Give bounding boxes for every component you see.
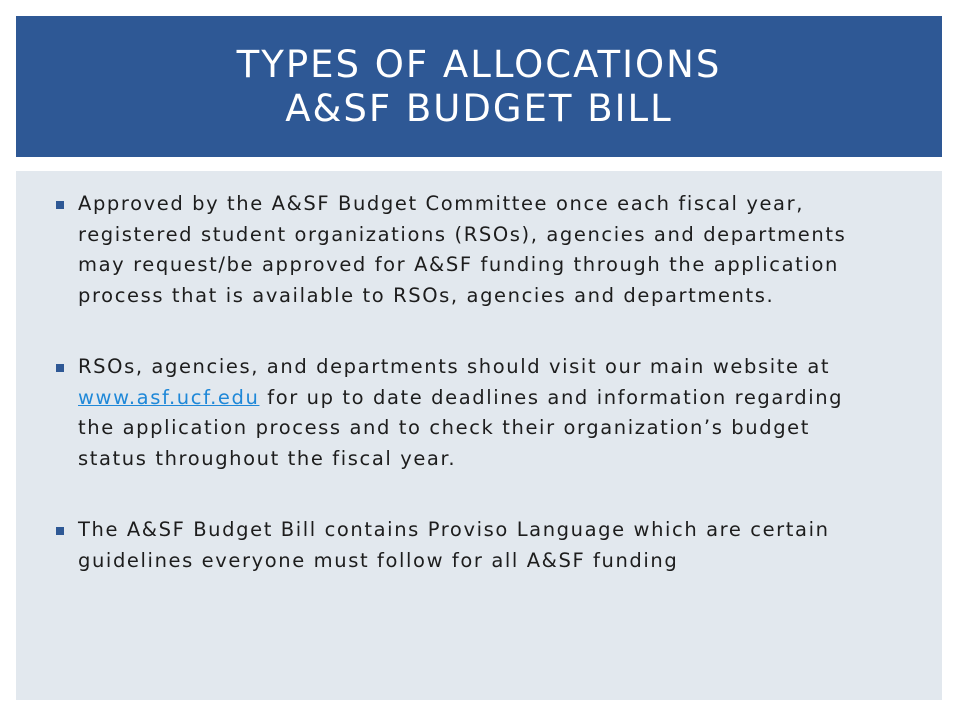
bullet-item-website <box>56 352 886 474</box>
website-link[interactable]: www.asf.ucf.edu <box>78 385 260 409</box>
bullet-text: The A&SF Budget Bill contains Proviso Language which are certain guidelines everyone must follow for all A&SF funding <box>78 518 830 572</box>
square-bullet-icon <box>56 527 64 535</box>
bullet-list <box>56 189 886 617</box>
slide-title-line-2: A&SF BUDGET BILL <box>285 86 673 130</box>
bullet-item-proviso <box>56 515 886 576</box>
bullet-text-after-link: for up to date deadlines and information regarding the application process and to check their organization’s budget status throughout the fiscal year. <box>78 385 844 470</box>
bullet-text: Approved by the A&SF Budget Committee once each fiscal year, registered student organizations (RSOs), agencies and departments may request/be approved for A&SF funding through the application process that is available to RSOs, agencies and departments. <box>78 192 847 307</box>
bullet-text-before-link: RSOs, agencies, and departments should visit our main website at <box>78 355 831 378</box>
square-bullet-icon <box>56 364 64 372</box>
slide-header <box>16 16 942 157</box>
square-bullet-icon <box>56 201 64 209</box>
bullet-item-approval <box>56 189 886 311</box>
slide-content <box>16 171 942 700</box>
slide-title-line-1: TYPES OF ALLOCATIONS <box>236 42 722 86</box>
